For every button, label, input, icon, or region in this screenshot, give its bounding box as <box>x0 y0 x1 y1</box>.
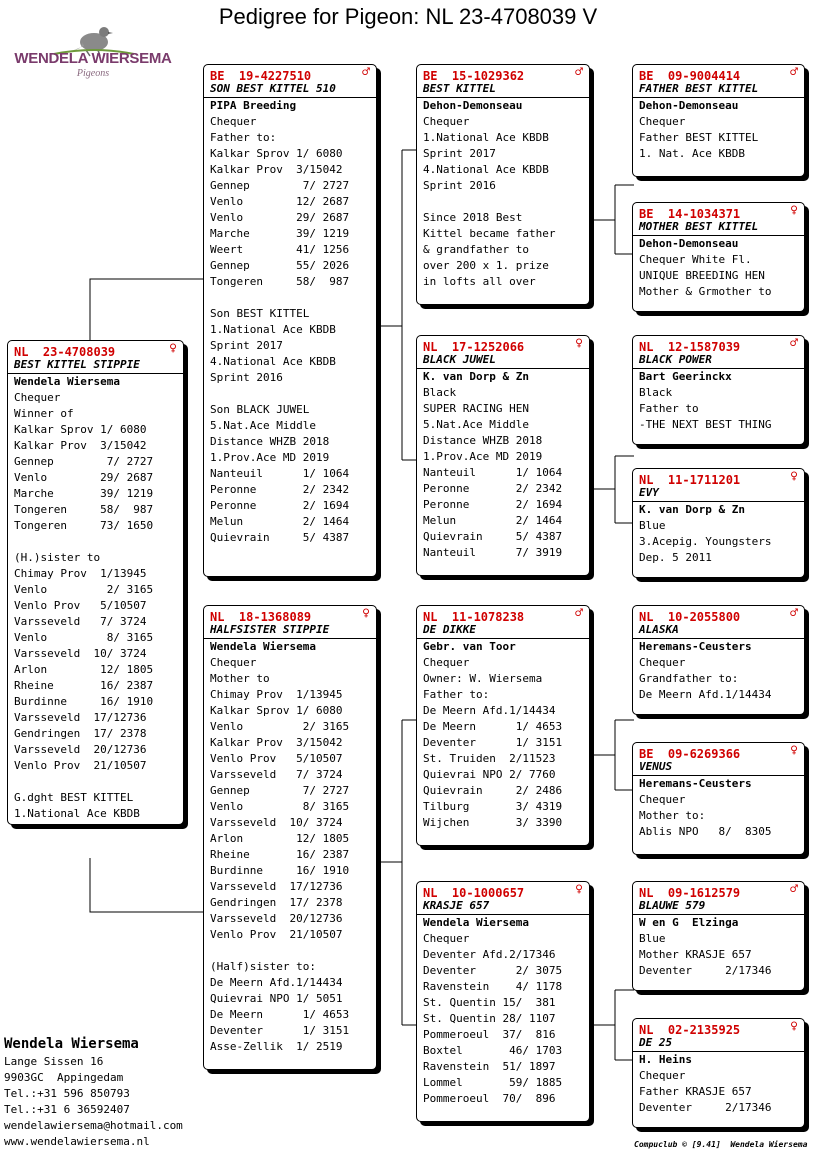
card-line: Sprint 2016 <box>210 371 283 384</box>
pigeon-name: BLACK JUWEL <box>417 352 589 369</box>
card-line: Black <box>423 386 457 399</box>
card-line: Quievrai NPO 2/ 7760 <box>423 768 556 781</box>
male-icon: ♂ <box>362 65 370 80</box>
footer-credit: Compuclub © [9.41] Wendela Wiersema <box>634 1140 808 1149</box>
card-line: Rheine 16/ 2387 <box>14 679 154 692</box>
card-line: St. Quentin 15/ 381 <box>423 996 556 1009</box>
card-line: Varsseveld 20/12736 <box>14 743 147 756</box>
card-line: Peronne 2/ 2342 <box>423 482 563 495</box>
card-line: Son BLACK JUWEL <box>210 403 310 416</box>
card-line: Varsseveld 10/ 3724 <box>14 647 147 660</box>
pedigree-card-father[interactable] <box>203 64 377 577</box>
card-line: Melun 2/ 1464 <box>210 515 350 528</box>
card-line: Chequer <box>639 656 686 669</box>
breeder-name: W en G Elzinga <box>639 916 739 929</box>
card-line <box>8 534 183 550</box>
card-line: Venlo 29/ 2687 <box>14 471 154 484</box>
ring-number: NL 17-1252066 <box>423 340 525 354</box>
card-line: Chimay Prov 1/13945 <box>14 567 147 580</box>
card-line: Peronne 2/ 1694 <box>423 498 563 511</box>
card-line: (Half)sister to: <box>210 960 316 973</box>
pigeon-name: EVY <box>633 485 804 502</box>
card-line: Chequer <box>423 115 470 128</box>
card-line: Peronne 2/ 1694 <box>210 499 350 512</box>
card-line: Distance WHZB 2018 <box>423 434 543 447</box>
breeder-name: Heremans-Ceusters <box>639 777 752 790</box>
pigeon-name: KRASJE 657 <box>417 898 589 915</box>
card-line: Varsseveld 17/12736 <box>210 880 343 893</box>
card-line: in lofts all over <box>423 275 536 288</box>
breeder-name: K. van Dorp & Zn <box>423 370 529 383</box>
ring-number: NL 10-2055800 <box>639 610 741 624</box>
pigeon-name: FATHER BEST KITTEL <box>633 81 804 98</box>
card-line: Deventer 2/17346 <box>639 964 772 977</box>
card-line: Father to <box>639 402 699 415</box>
card-line: UNIQUE BREEDING HEN <box>639 269 765 282</box>
pigeon-name: ALASKA <box>633 622 804 639</box>
card-line: (H.)sister to <box>14 551 101 564</box>
contact-name: Wendela Wiersema <box>4 1036 139 1052</box>
card-line: Mother to <box>210 672 270 685</box>
card-line: Kalkar Prov 3/15042 <box>14 439 147 452</box>
card-line: Mother KRASJE 657 <box>639 948 752 961</box>
card-line: De Meern 1/ 4653 <box>423 720 563 733</box>
card-line: Gennep 7/ 2727 <box>210 179 350 192</box>
card-line: Deventer Afd.2/17346 <box>423 948 556 961</box>
card-line: Burdinne 16/ 1910 <box>210 864 350 877</box>
female-icon: ♀ <box>169 341 177 356</box>
contact-address: Lange Sissen 16 <box>4 1055 104 1068</box>
card-line: Quievrain 5/ 4387 <box>423 530 563 543</box>
card-line: Tilburg 3/ 4319 <box>423 800 563 813</box>
card-line: 3.Acepig. Youngsters <box>639 535 772 548</box>
card-line: Chequer White Fl. <box>639 253 752 266</box>
male-icon: ♂ <box>790 606 798 621</box>
card-line <box>204 386 376 402</box>
ring-number: NL 11-1078238 <box>423 610 525 624</box>
page-title: Pedigree for Pigeon: NL 23-4708039 V <box>218 4 598 29</box>
contact-city: 9903GC Appingedam <box>4 1071 124 1084</box>
card-line: Venlo Prov 5/10507 <box>14 599 147 612</box>
pigeon-name: DE DIKKE <box>417 622 589 639</box>
card-line: Chequer <box>639 115 686 128</box>
female-icon: ♀ <box>790 1019 798 1034</box>
card-line: Mother & Grmother to <box>639 285 772 298</box>
female-icon: ♀ <box>575 336 583 351</box>
contact-email[interactable]: wendelawiersema@hotmail.com <box>4 1119 183 1132</box>
pigeon-name: HALFSISTER STIPPIE <box>204 622 376 639</box>
card-line: Chequer <box>639 1069 686 1082</box>
logo-subtitle: Pigeons <box>76 68 110 79</box>
ring-number: BE 15-1029362 <box>423 69 525 83</box>
card-line: Varsseveld 17/12736 <box>14 711 147 724</box>
card-line: Deventer 2/ 3075 <box>423 964 563 977</box>
card-line: Deventer 1/ 3151 <box>210 1024 350 1037</box>
ring-number: BE 14-1034371 <box>639 207 741 221</box>
card-line: Weert 41/ 1256 <box>210 243 350 256</box>
ring-number: NL 10-1000657 <box>423 886 525 900</box>
pigeon-name: VENUS <box>633 759 804 776</box>
card-line: Gennep 7/ 2727 <box>210 784 350 797</box>
pedigree-card-ggp-1[interactable] <box>632 64 805 177</box>
card-line: Deventer 1/ 3151 <box>423 736 563 749</box>
pedigree-card-ggp-8[interactable] <box>632 1018 805 1128</box>
ring-number: NL 11-1711201 <box>639 473 741 487</box>
card-line: -THE NEXT BEST THING <box>639 418 772 431</box>
contact-mobile: Tel.:+31 6 36592407 <box>4 1103 130 1116</box>
breeder-name: Gebr. van Toor <box>423 640 516 653</box>
female-icon: ♀ <box>575 882 583 897</box>
pigeon-name: BEST KITTEL STIPPIE <box>8 357 183 374</box>
card-line: Kalkar Sprov 1/ 6080 <box>210 147 343 160</box>
card-line: 4.National Ace KBDB <box>423 163 549 176</box>
card-line: Sprint 2017 <box>423 147 496 160</box>
card-line: 1.Prov.Ace MD 2019 <box>423 450 543 463</box>
card-line: 1. Nat. Ace KBDB <box>639 147 745 160</box>
card-line: Marche 39/ 1219 <box>14 487 154 500</box>
card-line: Quievrain 2/ 2486 <box>423 784 563 797</box>
card-line: Chequer <box>423 656 470 669</box>
card-line: 1.National Ace KBDB <box>210 323 336 336</box>
card-line: Son BEST KITTEL <box>210 307 310 320</box>
logo-name: WENDELA WIERSEMA <box>14 50 172 67</box>
card-line: De Meern Afd.1/14434 <box>423 704 556 717</box>
card-line: Winner of <box>14 407 74 420</box>
card-line: Mother to: <box>639 809 706 822</box>
male-icon: ♂ <box>790 882 798 897</box>
card-line: Blue <box>639 932 666 945</box>
card-line: 5.Nat.Ace Middle <box>210 419 316 432</box>
card-line: Tongeren 58/ 987 <box>14 503 154 516</box>
card-line: & grandfather to <box>423 243 529 256</box>
card-line: Venlo 2/ 3165 <box>210 720 350 733</box>
card-line: Quievrain 5/ 4387 <box>210 531 350 544</box>
pedigree-card-mother-father[interactable] <box>416 605 590 846</box>
breeder-name: Wendela Wiersema <box>423 916 529 929</box>
card-line: Chequer <box>423 932 470 945</box>
card-line: Venlo 2/ 3165 <box>14 583 154 596</box>
card-line: Tongeren 73/ 1650 <box>14 519 154 532</box>
card-line: Gendringen 17/ 2378 <box>210 896 343 909</box>
card-line: Sprint 2016 <box>423 179 496 192</box>
breeder-name: Wendela Wiersema <box>14 375 120 388</box>
card-line: Gennep 55/ 2026 <box>210 259 350 272</box>
card-line: Kalkar Prov 3/15042 <box>210 736 343 749</box>
card-line: Gendringen 17/ 2378 <box>14 727 147 740</box>
female-icon: ♀ <box>790 743 798 758</box>
male-icon: ♂ <box>790 65 798 80</box>
pigeon-name: BLAUWE 579 <box>633 898 804 915</box>
card-line: Gennep 7/ 2727 <box>14 455 154 468</box>
contact-website[interactable]: www.wendelawiersema.nl <box>4 1135 150 1148</box>
card-line: SUPER RACING HEN <box>423 402 529 415</box>
card-line: Chequer <box>14 391 61 404</box>
card-line: Rheine 16/ 2387 <box>210 848 350 861</box>
female-icon: ♀ <box>790 203 798 218</box>
breeder-name: Wendela Wiersema <box>210 640 316 653</box>
pigeon-name: MOTHER BEST KITTEL <box>633 219 804 236</box>
ring-number: NL 09-1612579 <box>639 886 741 900</box>
card-line: G.dght BEST KITTEL <box>14 791 134 804</box>
breeder-name: Dehon-Demonseau <box>639 237 739 250</box>
pedigree-card-ggp-3[interactable] <box>632 335 805 445</box>
female-icon: ♀ <box>790 469 798 484</box>
card-line: Dep. 5 2011 <box>639 551 712 564</box>
pedigree-card-ggp-7[interactable] <box>632 881 805 991</box>
breeder-name: K. van Dorp & Zn <box>639 503 745 516</box>
card-line: 1.National Ace KBDB <box>14 807 140 820</box>
card-line: Chequer <box>639 793 686 806</box>
card-line: Nanteuil 7/ 3919 <box>423 546 563 559</box>
breeder-name: Heremans-Ceusters <box>639 640 752 653</box>
card-line: Peronne 2/ 2342 <box>210 483 350 496</box>
card-line: St. Quentin 28/ 1107 <box>423 1012 556 1025</box>
pigeon-name: BEST KITTEL <box>417 81 589 98</box>
male-icon: ♂ <box>790 336 798 351</box>
card-line <box>8 774 183 790</box>
card-line: Owner: W. Wiersema <box>423 672 543 685</box>
card-line: Chequer <box>210 115 257 128</box>
ring-number: BE 09-9004414 <box>639 69 741 83</box>
card-line: Marche 39/ 1219 <box>210 227 350 240</box>
card-line: Asse-Zellik 1/ 2519 <box>210 1040 343 1053</box>
pedigree-card-ggp-6[interactable] <box>632 742 805 855</box>
pigeon-name: SON BEST KITTEL 510 <box>204 81 376 98</box>
card-line: Father to: <box>423 688 490 701</box>
card-line: Kalkar Prov 3/15042 <box>210 163 343 176</box>
card-line: Kittel became father <box>423 227 556 240</box>
male-icon: ♂ <box>575 65 583 80</box>
card-line: Tongeren 58/ 987 <box>210 275 350 288</box>
pedigree-card-ggp-2[interactable] <box>632 202 805 312</box>
breeder-name: Bart Geerinckx <box>639 370 732 383</box>
contact-block <box>4 1034 183 1150</box>
card-line: 4.National Ace KBDB <box>210 355 336 368</box>
card-line <box>204 290 376 306</box>
contact-phone: Tel.:+31 596 850793 <box>4 1087 130 1100</box>
card-line: Chimay Prov 1/13945 <box>210 688 343 701</box>
male-icon: ♂ <box>575 606 583 621</box>
pigeon-name: DE 25 <box>633 1035 804 1052</box>
card-line: Chequer <box>210 656 257 669</box>
card-line: 1.National Ace KBDB <box>423 131 549 144</box>
card-line <box>417 194 589 210</box>
card-line: Black <box>639 386 673 399</box>
card-line: Father to: <box>210 131 277 144</box>
card-line: 1.Prov.Ace MD 2019 <box>210 451 330 464</box>
card-line: Varsseveld 20/12736 <box>210 912 343 925</box>
card-line: Ravenstein 4/ 1178 <box>423 980 563 993</box>
card-line: Venlo 8/ 3165 <box>210 800 350 813</box>
breeder-name: Dehon-Demonseau <box>423 99 523 112</box>
card-line: Deventer 2/17346 <box>639 1101 772 1114</box>
card-line: De Meern Afd.1/14434 <box>210 976 343 989</box>
female-icon: ♀ <box>362 606 370 621</box>
card-line: Grandfather to: <box>639 672 739 685</box>
pedigree-card-ggp-4[interactable] <box>632 468 805 578</box>
card-line: Pommeroeul 37/ 816 <box>423 1028 556 1041</box>
card-line: Melun 2/ 1464 <box>423 514 563 527</box>
pigeon-name: BLACK POWER <box>633 352 804 369</box>
ring-number: BE 09-6269366 <box>639 747 741 761</box>
card-line: Kalkar Sprov 1/ 6080 <box>210 704 343 717</box>
breeder-name: H. Heins <box>639 1053 692 1066</box>
card-line: Since 2018 Best <box>423 211 523 224</box>
card-line: Pommeroeul 70/ 896 <box>423 1092 556 1105</box>
card-line: De Meern Afd.1/14434 <box>639 688 772 701</box>
card-line: Sprint 2017 <box>210 339 283 352</box>
card-line: Venlo Prov 5/10507 <box>210 752 343 765</box>
card-line: Venlo 29/ 2687 <box>210 211 350 224</box>
card-line: Venlo Prov 21/10507 <box>210 928 343 941</box>
card-line: Nanteuil 1/ 1064 <box>210 467 350 480</box>
card-line: Wijchen 3/ 3390 <box>423 816 563 829</box>
pedigree-card-subject[interactable] <box>7 340 184 825</box>
card-line: Arlon 12/ 1805 <box>210 832 350 845</box>
pedigree-card-father-father[interactable] <box>416 64 590 305</box>
card-line: Quievrai NPO 1/ 5051 <box>210 992 343 1005</box>
breeder-name: Dehon-Demonseau <box>639 99 739 112</box>
ring-number: NL 12-1587039 <box>639 340 741 354</box>
pedigree-card-ggp-5[interactable] <box>632 605 805 715</box>
ring-number: NL 23-4708039 <box>14 345 116 359</box>
ring-number: NL 18-1368089 <box>210 610 312 624</box>
card-line: Boxtel 46/ 1703 <box>423 1044 563 1057</box>
card-line: Varsseveld 7/ 3724 <box>210 768 343 781</box>
card-line: Nanteuil 1/ 1064 <box>423 466 563 479</box>
card-line: Ravenstein 51/ 1897 <box>423 1060 556 1073</box>
card-line: Father BEST KITTEL <box>639 131 759 144</box>
card-line: St. Truiden 2/11523 <box>423 752 556 765</box>
card-line: De Meern 1/ 4653 <box>210 1008 350 1021</box>
card-line: Venlo 8/ 3165 <box>14 631 154 644</box>
card-line: Father KRASJE 657 <box>639 1085 752 1098</box>
card-line: Venlo 12/ 2687 <box>210 195 350 208</box>
card-line: Lommel 59/ 1885 <box>423 1076 563 1089</box>
pedigree-card-mother[interactable] <box>203 605 377 1070</box>
card-line: Venlo Prov 21/10507 <box>14 759 147 772</box>
card-line: Kalkar Sprov 1/ 6080 <box>14 423 147 436</box>
card-line: over 200 x 1. prize <box>423 259 549 272</box>
card-line: Varsseveld 7/ 3724 <box>14 615 147 628</box>
ring-number: NL 02-2135925 <box>639 1023 741 1037</box>
card-line <box>204 943 376 959</box>
card-line: Arlon 12/ 1805 <box>14 663 154 676</box>
pedigree-card-father-mother[interactable] <box>416 335 590 576</box>
breeder-name: PIPA Breeding <box>210 99 297 112</box>
card-line: Blue <box>639 519 666 532</box>
card-line: 5.Nat.Ace Middle <box>423 418 529 431</box>
card-line: Burdinne 16/ 1910 <box>14 695 154 708</box>
pedigree-card-mother-mother[interactable] <box>416 881 590 1122</box>
card-line: Distance WHZB 2018 <box>210 435 330 448</box>
ring-number: BE 19-4227510 <box>210 69 312 83</box>
card-line: Varsseveld 10/ 3724 <box>210 816 343 829</box>
card-line: Ablis NPO 8/ 8305 <box>639 825 772 838</box>
